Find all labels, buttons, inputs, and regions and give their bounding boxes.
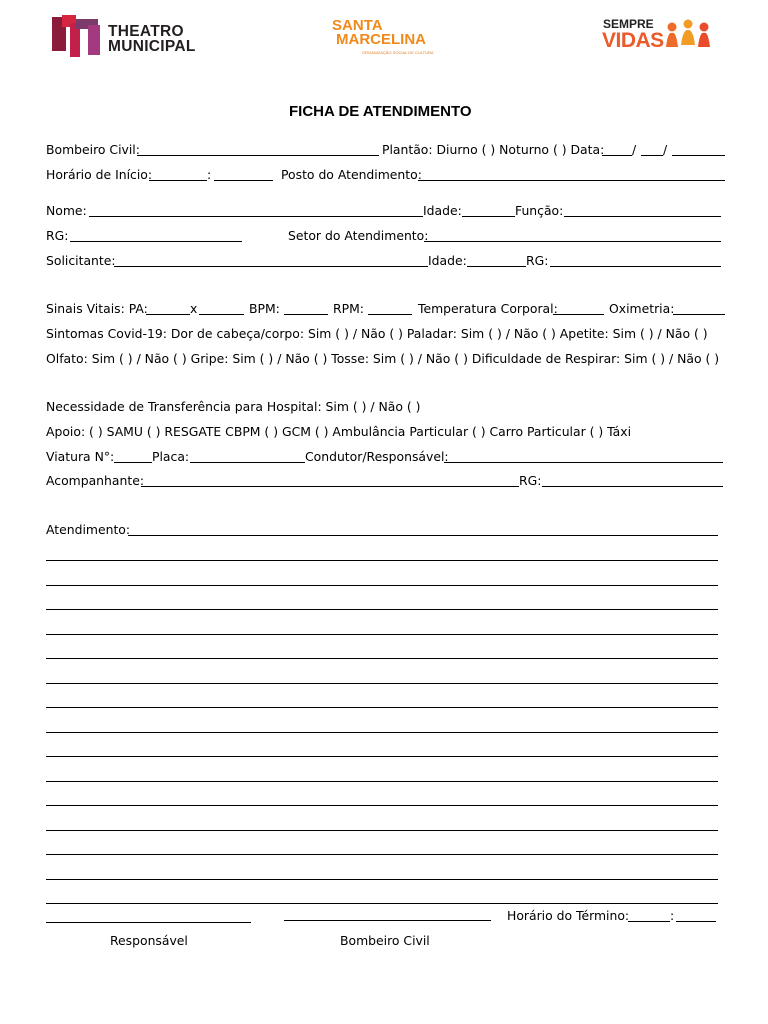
santa-logo-line2: MARCELINA [336,31,426,48]
posto-field[interactable] [418,180,725,181]
viatura-field[interactable] [114,462,152,463]
atendimento-line[interactable] [46,732,718,733]
setor-label: Setor do Atendimento: [288,228,429,243]
date-slash-1: / [632,142,637,157]
atendimento-line[interactable] [46,805,718,806]
theatro-logo-line1: THEATRO [108,23,184,40]
atendimento-line[interactable] [46,830,718,831]
oximetria-label: Oximetria: [609,301,675,316]
date-slash-2: / [663,142,668,157]
rg3-field[interactable] [542,486,723,487]
horario-inicio-hour-field[interactable] [149,180,207,181]
funcao-field[interactable] [564,216,721,217]
data-month-field[interactable] [641,155,663,156]
sempre-logo-line2: VIDAS [602,29,664,52]
acompanhante-label: Acompanhante: [46,473,144,488]
atendimento-line[interactable] [46,854,718,855]
setor-field[interactable] [424,241,721,242]
temperatura-field[interactable] [553,314,604,315]
people-hearts-icon [664,19,714,49]
rpm-label: RPM: [333,301,364,316]
atendimento-line[interactable] [46,683,718,684]
posto-label: Posto do Atendimento: [281,167,422,182]
solicitante-field[interactable] [114,266,428,267]
atendimento-line[interactable] [46,707,718,708]
atendimento-line[interactable] [46,781,718,782]
termino-label: Horário do Término: [507,908,630,923]
rg2-label: RG: [526,253,549,268]
atendimento-line[interactable] [46,634,718,635]
solicitante-label: Solicitante: [46,253,116,268]
responsavel-caption: Responsável [110,933,188,948]
theatro-municipal-emblem-icon [52,15,102,59]
atendimento-line[interactable] [46,903,718,904]
transferencia-label: Necessidade de Transferência para Hospital: Sim ( ) / Não ( ) [46,399,421,414]
placa-field[interactable] [190,462,305,463]
rg2-field[interactable] [550,266,721,267]
idade2-label: Idade: [428,253,467,268]
sinais-vitais-label: Sinais Vitais: PA: [46,301,148,316]
santa-marcelina-logo [330,17,442,61]
santa-logo-subtitle: ORGANIZAÇÃO SOCIAL DE CULTURA [362,50,434,55]
rpm-field[interactable] [368,314,412,315]
nome-field[interactable] [89,216,423,217]
termino-colon: : [670,908,675,923]
termino-hour-field[interactable] [628,921,670,922]
temperatura-label: Temperatura Corporal: [418,301,558,316]
condutor-label: Condutor/Responsável: [305,449,449,464]
idade-field[interactable] [462,216,515,217]
atendimento-label: Atendimento: [46,522,131,537]
bombeiro-caption: Bombeiro Civil [340,933,430,948]
bpm-field[interactable] [284,314,328,315]
pa-diastolic-field[interactable] [199,314,244,315]
bombeiro-signature-line[interactable] [284,920,491,921]
funcao-label: Função: [515,203,564,218]
pa-separator: x [190,301,198,316]
atendimento-line[interactable] [46,756,718,757]
sempre-logo-line1: SEMPRE [603,17,654,31]
acompanhante-field[interactable] [141,486,519,487]
bombeiro-civil-field[interactable] [137,155,379,156]
rg-field[interactable] [70,241,242,242]
atendimento-line[interactable] [46,560,718,561]
condutor-field[interactable] [444,462,723,463]
horario-inicio-minute-field[interactable] [214,180,273,181]
pa-systolic-field[interactable] [146,314,190,315]
apoio-options: Apoio: ( ) SAMU ( ) RESGATE CBPM ( ) GCM ( ) Ambulância Particular ( ) Carro Particular ( ) Táxi [46,424,632,439]
plantao-label: Plantão: Diurno ( ) Noturno ( ) Data: [382,142,605,157]
atendimento-line[interactable] [46,609,718,610]
sempre-vidas-logo [602,17,722,57]
termino-minute-field[interactable] [676,921,716,922]
covid-symptoms-line2: Olfato: Sim ( ) / Não ( ) Gripe: Sim ( ) / Não ( ) Tosse: Sim ( ) / Não ( ) Dificuldade de Respirar: Sim ( ) / Não ( ) [46,351,720,366]
idade-label: Idade: [423,203,462,218]
bombeiro-civil-label: Bombeiro Civil: [46,142,140,157]
responsavel-signature-line[interactable] [46,922,251,923]
atendimento-line[interactable] [46,879,718,880]
rg-label: RG: [46,228,69,243]
santa-logo-line1: SANTA [332,17,383,34]
placa-label: Placa: [152,449,190,464]
page-title: FICHA DE ATENDIMENTO [289,103,472,120]
horario-inicio-label: Horário de Início: [46,167,153,182]
viatura-label: Viatura N°: [46,449,115,464]
data-year-field[interactable] [672,155,725,156]
oximetria-field[interactable] [673,314,725,315]
covid-symptoms-line1: Sintomas Covid-19: Dor de cabeça/corpo: Sim ( ) / Não ( ) Paladar: Sim ( ) / Não ( ) Apetite: Sim ( ) / Não ( ) [46,326,708,341]
atendimento-field[interactable] [128,535,718,536]
rg3-label: RG: [519,473,542,488]
idade2-field[interactable] [467,266,526,267]
data-day-field[interactable] [602,155,632,156]
theatro-logo-line2: MUNICIPAL [108,38,196,55]
bpm-label: BPM: [249,301,280,316]
horario-inicio-colon: : [207,167,212,182]
atendimento-line[interactable] [46,658,718,659]
theatro-municipal-logo [52,15,212,61]
nome-label: Nome: [46,203,87,218]
atendimento-line[interactable] [46,585,718,586]
